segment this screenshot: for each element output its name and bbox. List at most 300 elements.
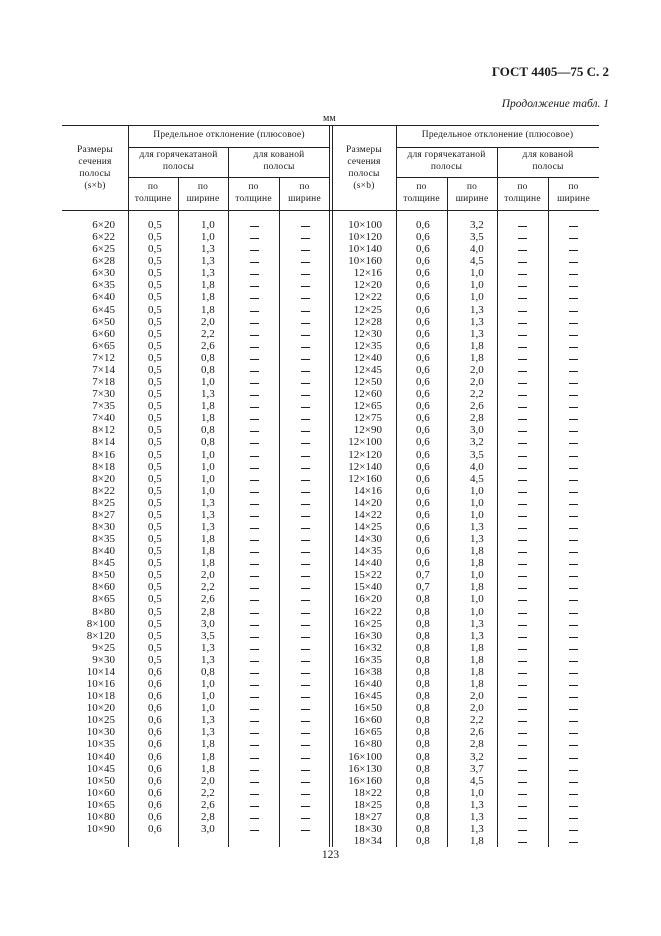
width-tolerance: 1,0 — [470, 267, 484, 280]
section-size: 8×27 — [92, 508, 115, 521]
dash-mark — [569, 504, 578, 505]
dash-mark — [518, 782, 527, 783]
thickness-tolerance: 0,5 — [148, 400, 162, 413]
thickness-tolerance: 0,6 — [148, 798, 162, 811]
section-size: 12×40 — [353, 351, 382, 364]
section-size: 6×40 — [92, 291, 115, 304]
section-size: 16×65 — [353, 726, 382, 739]
width-tolerance: 1,0 — [470, 605, 484, 618]
header-hot-left: для горячекатаной полосы — [139, 150, 218, 172]
width-tolerance: 1,3 — [201, 641, 215, 654]
section-size: 12×120 — [348, 448, 382, 461]
dash-mark — [569, 637, 578, 638]
width-tolerance: 1,8 — [201, 291, 215, 304]
dash-mark — [518, 637, 527, 638]
width-tolerance: 2,0 — [470, 363, 484, 376]
col-rule — [548, 177, 549, 847]
width-tolerance: 1,0 — [470, 279, 484, 292]
dash-mark — [518, 685, 527, 686]
thickness-tolerance: 0,6 — [416, 327, 430, 340]
section-size: 16×100 — [348, 750, 382, 763]
width-tolerance: 1,8 — [470, 557, 484, 570]
width-tolerance: 1,0 — [201, 678, 215, 691]
thickness-tolerance: 0,5 — [148, 279, 162, 292]
section-size: 16×160 — [348, 774, 382, 787]
section-size: 7×12 — [92, 351, 115, 364]
section-size: 8×12 — [92, 424, 115, 437]
width-tolerance: 4,0 — [470, 460, 484, 473]
width-tolerance: 2,8 — [470, 412, 484, 425]
dash-mark — [518, 806, 527, 807]
thickness-tolerance: 0,5 — [148, 448, 162, 461]
dash-mark — [569, 758, 578, 759]
thickness-tolerance: 0,5 — [148, 363, 162, 376]
dash-mark — [569, 721, 578, 722]
thickness-tolerance: 0,8 — [416, 835, 430, 848]
header-thick-forged-left: по толщине — [235, 181, 272, 204]
section-size: 16×22 — [353, 605, 382, 618]
section-size: 10×25 — [86, 714, 115, 727]
dash-mark — [518, 576, 527, 577]
thickness-tolerance: 0,7 — [416, 581, 430, 594]
section-size: 12×160 — [348, 472, 382, 485]
width-tolerance: 1,8 — [201, 412, 215, 425]
dash-mark — [518, 794, 527, 795]
section-size: 8×100 — [86, 617, 115, 630]
section-size: 9×30 — [92, 653, 115, 666]
dash-mark — [569, 492, 578, 493]
section-size: 16×35 — [353, 653, 382, 666]
width-tolerance: 1,3 — [201, 267, 215, 280]
thickness-tolerance: 0,8 — [416, 641, 430, 654]
width-tolerance: 1,3 — [470, 327, 484, 340]
thickness-tolerance: 0,6 — [148, 714, 162, 727]
thickness-tolerance: 0,5 — [148, 231, 162, 244]
dash-mark — [569, 782, 578, 783]
dash-mark — [518, 673, 527, 674]
dash-mark — [518, 419, 527, 420]
dash-mark — [569, 564, 578, 565]
width-tolerance: 2,2 — [470, 388, 484, 401]
thickness-tolerance: 0,5 — [148, 557, 162, 570]
dash-mark — [518, 504, 527, 505]
width-tolerance: 4,5 — [470, 472, 484, 485]
thickness-tolerance: 0,6 — [416, 303, 430, 316]
thickness-tolerance: 0,6 — [148, 762, 162, 775]
thickness-tolerance: 0,8 — [416, 665, 430, 678]
width-tolerance: 4,5 — [470, 255, 484, 268]
dash-mark — [518, 480, 527, 481]
section-size: 10×60 — [86, 786, 115, 799]
continuation-caption: Продолжение табл. 1 — [501, 98, 609, 110]
thickness-tolerance: 0,5 — [148, 327, 162, 340]
header-thick-forged-right: по толщине — [504, 181, 541, 204]
thickness-tolerance: 0,5 — [148, 291, 162, 304]
dash-mark — [569, 685, 578, 686]
section-size: 10×65 — [86, 798, 115, 811]
width-tolerance: 1,3 — [470, 521, 484, 533]
thickness-tolerance: 0,5 — [148, 219, 162, 231]
section-size: 8×65 — [92, 593, 115, 606]
width-tolerance: 3,2 — [470, 219, 484, 231]
width-tolerance: 2,2 — [470, 714, 484, 727]
section-size: 8×80 — [92, 605, 115, 618]
dash-mark — [569, 347, 578, 348]
thickness-tolerance: 0,5 — [148, 267, 162, 280]
dash-mark — [518, 745, 527, 746]
thickness-tolerance: 0,5 — [148, 460, 162, 473]
thickness-tolerance: 0,6 — [416, 533, 430, 546]
section-size: 15×40 — [353, 581, 382, 594]
thickness-tolerance: 0,5 — [148, 508, 162, 521]
section-size: 8×45 — [92, 557, 115, 570]
dash-mark — [518, 335, 527, 336]
header-width-forged-left: по ширине — [288, 181, 321, 204]
width-tolerance: 1,8 — [201, 279, 215, 292]
width-tolerance: 1,0 — [201, 472, 215, 485]
width-tolerance: 2,6 — [201, 798, 215, 811]
thickness-tolerance: 0,5 — [148, 376, 162, 389]
thickness-tolerance: 0,6 — [416, 496, 430, 509]
page-number: 123 — [321, 849, 340, 861]
dash-mark — [518, 733, 527, 734]
section-size: 6×60 — [92, 327, 115, 340]
width-tolerance: 0,8 — [201, 424, 215, 437]
dash-mark — [518, 395, 527, 396]
section-size: 10×120 — [348, 231, 382, 244]
width-tolerance: 1,3 — [470, 823, 484, 835]
thickness-tolerance: 0,5 — [148, 545, 162, 558]
thickness-tolerance: 0,8 — [416, 617, 430, 630]
section-size: 12×20 — [353, 279, 382, 292]
width-tolerance: 2,0 — [201, 315, 215, 328]
header-tolerance-right: Предельное отклонение (плюсовое) — [421, 130, 574, 141]
section-size: 8×20 — [92, 472, 115, 485]
thickness-tolerance: 0,5 — [148, 315, 162, 328]
section-size: 7×30 — [92, 388, 115, 401]
width-tolerance: 2,0 — [201, 569, 215, 582]
section-size: 16×38 — [353, 665, 382, 678]
thickness-tolerance: 0,7 — [416, 569, 430, 582]
thickness-tolerance: 0,5 — [148, 521, 162, 533]
dash-mark — [518, 770, 527, 771]
section-size: 16×32 — [353, 641, 382, 654]
section-size: 15×22 — [353, 569, 382, 582]
section-size: 10×160 — [348, 255, 382, 268]
thickness-tolerance: 0,6 — [416, 351, 430, 364]
section-size: 18×30 — [353, 823, 382, 835]
section-size: 8×120 — [86, 629, 115, 642]
thickness-tolerance: 0,5 — [148, 255, 162, 268]
section-size: 10×45 — [86, 762, 115, 775]
dash-mark — [518, 238, 527, 239]
width-tolerance: 1,8 — [470, 835, 484, 848]
width-tolerance: 3,2 — [470, 436, 484, 449]
dash-mark — [518, 311, 527, 312]
dash-mark — [518, 721, 527, 722]
thickness-tolerance: 0,8 — [416, 593, 430, 606]
thickness-tolerance: 0,6 — [148, 786, 162, 799]
dash-mark — [569, 274, 578, 275]
thickness-tolerance: 0,5 — [148, 605, 162, 618]
unit-label: мм — [323, 113, 336, 124]
section-size: 18×25 — [353, 798, 382, 811]
section-size: 16×130 — [348, 762, 382, 775]
section-size: 16×40 — [353, 678, 382, 691]
width-tolerance: 1,8 — [470, 339, 484, 352]
thickness-tolerance: 0,8 — [416, 690, 430, 703]
section-size: 10×18 — [86, 690, 115, 703]
width-tolerance: 3,7 — [470, 762, 484, 775]
thickness-tolerance: 0,6 — [416, 521, 430, 533]
dash-mark — [518, 818, 527, 819]
section-size: 10×40 — [86, 750, 115, 763]
width-tolerance: 1,8 — [201, 557, 215, 570]
width-tolerance: 1,0 — [470, 291, 484, 304]
section-size: 10×14 — [86, 665, 115, 678]
thickness-tolerance: 0,6 — [416, 400, 430, 413]
width-tolerance: 4,0 — [470, 243, 484, 256]
header-hot-right: для горячекатаной полосы — [407, 150, 486, 172]
dash-mark — [518, 456, 527, 457]
width-tolerance: 1,3 — [201, 508, 215, 521]
dash-mark — [569, 661, 578, 662]
width-tolerance: 1,0 — [470, 569, 484, 582]
section-size: 6×20 — [92, 219, 115, 231]
thickness-tolerance: 0,6 — [416, 472, 430, 485]
header-width-hot-right: по ширине — [455, 181, 489, 204]
dash-mark — [569, 359, 578, 360]
thickness-tolerance: 0,6 — [416, 545, 430, 558]
thickness-tolerance: 0,6 — [416, 255, 430, 268]
dash-mark — [518, 383, 527, 384]
dash-mark — [518, 262, 527, 263]
width-tolerance: 1,0 — [201, 448, 215, 461]
section-size: 7×18 — [92, 376, 115, 389]
thickness-tolerance: 0,5 — [148, 424, 162, 437]
width-tolerance: 2,6 — [201, 339, 215, 352]
thickness-tolerance: 0,6 — [416, 412, 430, 425]
section-size: 14×25 — [353, 521, 382, 533]
section-size: 8×14 — [92, 436, 115, 449]
col-rule — [497, 147, 498, 847]
thickness-tolerance: 0,6 — [416, 219, 430, 231]
dash-mark — [569, 407, 578, 408]
thickness-tolerance: 0,8 — [416, 605, 430, 618]
dash-mark — [518, 274, 527, 275]
section-size: 6×30 — [92, 267, 115, 280]
dash-mark — [569, 395, 578, 396]
thickness-tolerance: 0,6 — [148, 774, 162, 787]
dash-mark — [518, 528, 527, 529]
width-tolerance: 1,3 — [201, 255, 215, 268]
thickness-tolerance: 0,5 — [148, 617, 162, 630]
width-tolerance: 0,8 — [201, 436, 215, 449]
thickness-tolerance: 0,8 — [416, 714, 430, 727]
thickness-tolerance: 0,5 — [148, 412, 162, 425]
thickness-tolerance: 0,6 — [148, 726, 162, 739]
thickness-tolerance: 0,5 — [148, 388, 162, 401]
thickness-tolerance: 0,6 — [148, 690, 162, 703]
width-tolerance: 1,8 — [470, 581, 484, 594]
thickness-tolerance: 0,6 — [416, 557, 430, 570]
section-size: 10×50 — [86, 774, 115, 787]
section-size: 8×35 — [92, 533, 115, 546]
width-tolerance: 1,0 — [201, 231, 215, 244]
thickness-tolerance: 0,6 — [148, 678, 162, 691]
thickness-tolerance: 0,6 — [416, 231, 430, 244]
width-tolerance: 0,8 — [201, 363, 215, 376]
dash-mark — [518, 250, 527, 251]
width-tolerance: 1,3 — [470, 629, 484, 642]
dash-mark — [569, 286, 578, 287]
section-size: 10×90 — [86, 823, 115, 835]
dash-mark — [569, 431, 578, 432]
thickness-tolerance: 0,6 — [416, 339, 430, 352]
dash-mark — [518, 226, 527, 227]
width-tolerance: 0,8 — [201, 351, 215, 364]
section-size: 12×75 — [353, 412, 382, 425]
dash-mark — [518, 613, 527, 614]
width-tolerance: 1,3 — [470, 533, 484, 546]
dash-mark — [518, 492, 527, 493]
thickness-tolerance: 0,5 — [148, 629, 162, 642]
width-tolerance: 4,5 — [470, 774, 484, 787]
section-size: 16×80 — [353, 738, 382, 751]
width-tolerance: 0,8 — [201, 665, 215, 678]
width-tolerance: 1,3 — [201, 521, 215, 533]
width-tolerance: 1,3 — [470, 315, 484, 328]
section-size: 16×25 — [353, 617, 382, 630]
section-size: 7×40 — [92, 412, 115, 425]
section-size: 8×50 — [92, 569, 115, 582]
width-tolerance: 1,3 — [470, 617, 484, 630]
width-tolerance: 1,3 — [201, 388, 215, 401]
thickness-tolerance: 0,8 — [416, 629, 430, 642]
section-size: 10×30 — [86, 726, 115, 739]
width-tolerance: 2,2 — [201, 327, 215, 340]
section-size: 8×16 — [92, 448, 115, 461]
width-tolerance: 1,3 — [470, 798, 484, 811]
width-tolerance: 2,2 — [201, 786, 215, 799]
width-tolerance: 1,3 — [201, 496, 215, 509]
dash-mark — [569, 238, 578, 239]
dash-mark — [518, 359, 527, 360]
dash-mark — [569, 613, 578, 614]
thickness-tolerance: 0,6 — [416, 508, 430, 521]
dash-mark — [518, 564, 527, 565]
dash-mark — [569, 733, 578, 734]
dash-mark — [569, 576, 578, 577]
width-tolerance: 3,0 — [470, 424, 484, 437]
width-tolerance: 1,8 — [201, 303, 215, 316]
dash-mark — [569, 709, 578, 710]
thickness-tolerance: 0,8 — [416, 702, 430, 715]
thickness-tolerance: 0,5 — [148, 641, 162, 654]
section-size: 8×40 — [92, 545, 115, 558]
section-size: 8×60 — [92, 581, 115, 594]
section-size: 18×27 — [353, 810, 382, 823]
dash-mark — [569, 745, 578, 746]
col-rule — [447, 177, 448, 847]
section-size: 12×30 — [353, 327, 382, 340]
section-size: 14×22 — [353, 508, 382, 521]
dash-mark — [569, 600, 578, 601]
header-thick-hot-right: по толщине — [403, 181, 440, 204]
width-tolerance: 1,8 — [201, 533, 215, 546]
dash-mark — [569, 456, 578, 457]
header-width-forged-right: по ширине — [557, 181, 590, 204]
dash-mark — [518, 758, 527, 759]
width-tolerance: 2,6 — [201, 593, 215, 606]
section-size: 12×90 — [353, 424, 382, 437]
thickness-tolerance: 0,5 — [148, 496, 162, 509]
section-size: 6×28 — [92, 255, 115, 268]
width-tolerance: 2,0 — [201, 774, 215, 787]
thickness-tolerance: 0,8 — [416, 786, 430, 799]
width-tolerance: 1,0 — [201, 376, 215, 389]
thickness-tolerance: 0,6 — [416, 460, 430, 473]
dash-mark — [518, 323, 527, 324]
width-tolerance: 1,8 — [201, 762, 215, 775]
width-tolerance: 1,3 — [470, 810, 484, 823]
thickness-tolerance: 0,6 — [416, 267, 430, 280]
dash-mark — [518, 431, 527, 432]
section-size: 6×65 — [92, 339, 115, 352]
width-tolerance: 1,8 — [201, 738, 215, 751]
thickness-tolerance: 0,6 — [416, 484, 430, 497]
dash-mark — [518, 625, 527, 626]
section-size: 10×20 — [86, 702, 115, 715]
width-tolerance: 1,8 — [470, 665, 484, 678]
header-size-left: Размеры сечения полосы (s×b) — [77, 145, 113, 191]
section-size: 12×50 — [353, 376, 382, 389]
width-tolerance: 1,3 — [201, 243, 215, 256]
width-tolerance: 1,3 — [201, 714, 215, 727]
dash-mark — [569, 468, 578, 469]
thickness-tolerance: 0,6 — [148, 810, 162, 823]
section-size: 8×30 — [92, 521, 115, 533]
dash-mark — [569, 794, 578, 795]
thickness-tolerance: 0,6 — [416, 436, 430, 449]
dash-mark — [569, 842, 578, 843]
dash-mark — [569, 480, 578, 481]
dash-mark — [518, 842, 527, 843]
dash-mark — [569, 443, 578, 444]
dash-mark — [518, 371, 527, 372]
header-size-right: Размеры сечения полосы (s×b) — [346, 145, 382, 191]
thickness-tolerance: 0,8 — [416, 678, 430, 691]
dash-mark — [518, 347, 527, 348]
width-tolerance: 1,0 — [201, 219, 215, 231]
dash-mark — [569, 818, 578, 819]
section-size: 6×35 — [92, 279, 115, 292]
width-tolerance: 2,6 — [470, 400, 484, 413]
dash-mark — [518, 697, 527, 698]
section-size: 6×25 — [92, 243, 115, 256]
width-tolerance: 2,8 — [201, 605, 215, 618]
thickness-tolerance: 0,8 — [416, 798, 430, 811]
width-tolerance: 1,8 — [201, 400, 215, 413]
dash-mark — [518, 649, 527, 650]
width-tolerance: 3,5 — [201, 629, 215, 642]
thickness-tolerance: 0,8 — [416, 653, 430, 666]
dash-mark — [518, 407, 527, 408]
dash-mark — [569, 588, 578, 589]
dash-mark — [569, 552, 578, 553]
thickness-tolerance: 0,6 — [148, 665, 162, 678]
header-thick-hot-left: по толщине — [134, 181, 172, 204]
